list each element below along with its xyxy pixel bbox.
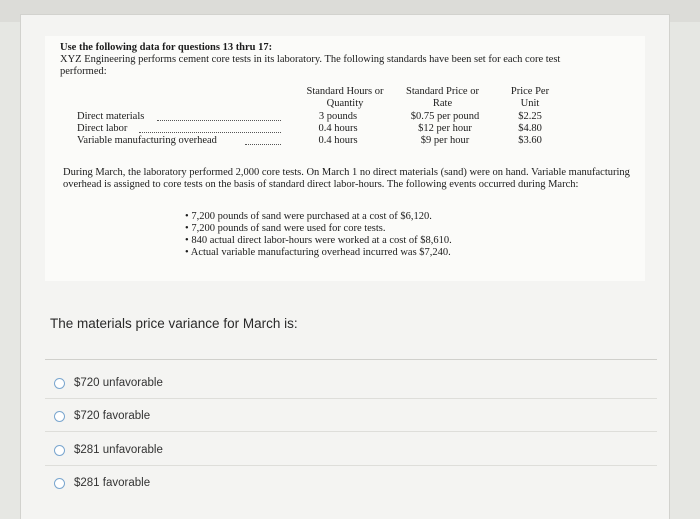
leader-dots xyxy=(139,124,281,133)
answer-option-1[interactable] xyxy=(54,374,163,392)
answer-option-2[interactable] xyxy=(54,407,150,425)
row-price: $2.25 xyxy=(518,111,542,122)
radio-button[interactable] xyxy=(54,378,65,389)
option-label: $720 favorable xyxy=(74,410,151,422)
problem-image xyxy=(45,36,645,281)
row-price: $3.60 xyxy=(518,135,542,146)
col3-header-1: Price Per xyxy=(510,86,550,97)
row-rate: $9 per hour xyxy=(420,135,470,146)
leader-dots xyxy=(157,112,281,121)
list-item: • 7,200 pounds of sand were purchased at a cost of $6,120. xyxy=(185,211,432,222)
answer-option-3[interactable] xyxy=(54,441,163,459)
option-label: $281 favorable xyxy=(74,477,151,489)
doc-heading: Use the following data for questions 13 thru 17: xyxy=(60,42,273,53)
col3-header-2: Unit xyxy=(520,98,540,109)
col2-header-2: Rate xyxy=(432,98,453,109)
list-item: • 7,200 pounds of sand were used for core tests. xyxy=(185,223,386,234)
row-price: $4.80 xyxy=(518,123,542,134)
row-label: Direct materials xyxy=(77,111,145,122)
row-label: Variable manufacturing overhead xyxy=(77,135,217,146)
list-item: • Actual variable manufacturing overhead incurred was $7,240. xyxy=(185,247,451,258)
col2-header-1: Standard Price or xyxy=(406,86,479,97)
row-qty: 0.4 hours xyxy=(318,123,358,134)
list-item: • 840 actual direct labor-hours were worked at a cost of $8,610. xyxy=(185,235,452,246)
row-qty: 0.4 hours xyxy=(318,135,358,146)
radio-button[interactable] xyxy=(54,478,65,489)
doc-paragraph: During March, the laboratory performed 2,000 core tests. On March 1 no direct materials (sand) were on hand. Variable manufacturing overhead is assigned to core tests on the basis of standard direct labor-hours. The following events occurred during March: xyxy=(63,167,630,190)
divider xyxy=(45,465,657,466)
event-list xyxy=(185,211,452,259)
radio-button[interactable] xyxy=(54,445,65,456)
option-label: $720 unfavorable xyxy=(74,377,163,389)
divider xyxy=(45,359,657,360)
col1-header-2: Quantity xyxy=(326,98,364,109)
doc-intro-line1: XYZ Engineering performs cement core tests in its laboratory. The following standards have been set for each core test xyxy=(60,54,561,65)
question-text: The materials price variance for March is: xyxy=(50,316,298,331)
doc-intro-line2: performed: xyxy=(60,66,107,77)
radio-button[interactable] xyxy=(54,411,65,422)
row-rate: $0.75 per pound xyxy=(410,111,480,122)
option-label: $281 unfavorable xyxy=(74,444,163,456)
row-rate: $12 per hour xyxy=(418,123,472,134)
answer-option-4[interactable] xyxy=(54,474,150,492)
leader-dots xyxy=(245,136,281,145)
divider xyxy=(45,398,657,399)
divider xyxy=(45,431,657,432)
row-label: Direct labor xyxy=(77,123,128,134)
row-qty: 3 pounds xyxy=(318,111,358,122)
col1-header-1: Standard Hours or xyxy=(306,86,384,97)
